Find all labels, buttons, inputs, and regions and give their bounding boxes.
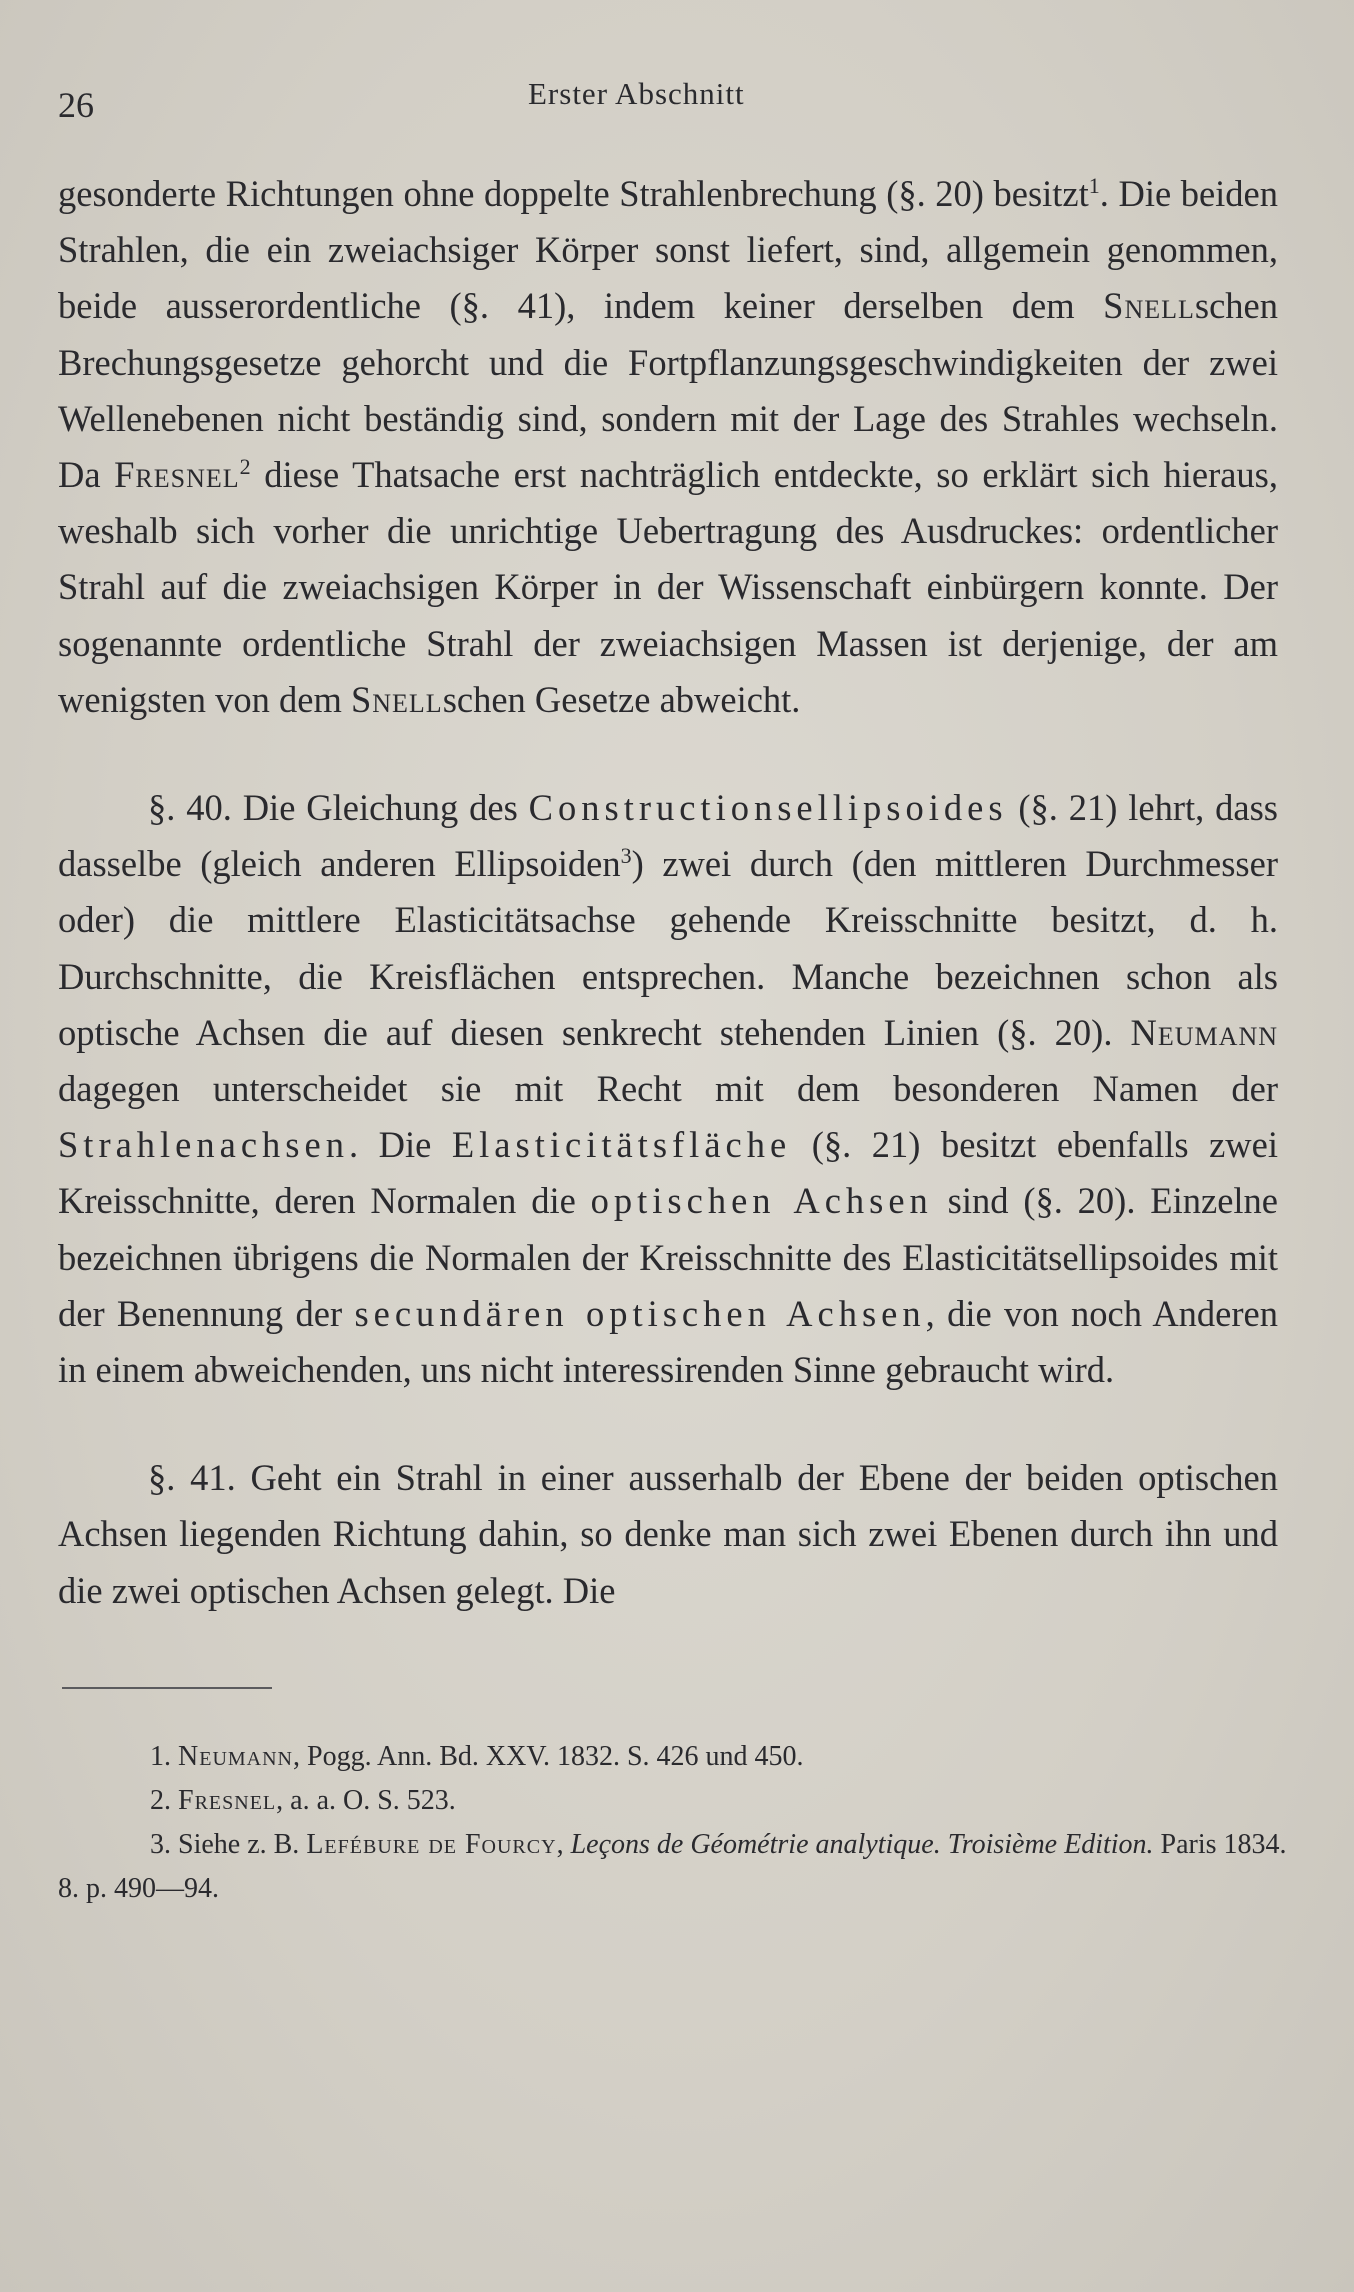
footnote-rule: [62, 1687, 272, 1689]
footnote-number: 2.: [150, 1784, 171, 1816]
main-text: [58, 166, 1278, 1619]
paragraph-gap: [58, 728, 1278, 780]
paragraph-2-section-40: [58, 780, 1278, 1398]
footnote-author: Fresnel: [178, 1784, 277, 1816]
footnote-author: Neumann: [178, 1740, 293, 1772]
text-run: , die von noch Anderen in einem abweichenden, uns nicht interessirenden Sinne gebraucht wird.: [58, 1292, 1278, 1391]
name-snell: Snell: [350, 678, 443, 720]
text-run: ) zwei durch (den mittleren Durchmesser oder) die mittlere Elasticitätsachse gehende Kreisschnitte besitzt, d. h. Durchschnitte, die Kreisflächen entsprechen. Manche bezeichnen schon als optische Achsen die auf diesen senkrecht stehenden Linien (§. 20).: [58, 843, 1278, 1053]
text-run: . Die: [348, 1124, 452, 1166]
spaced-term: secundären optischen Achsen: [354, 1292, 926, 1334]
footnote-number: 3.: [150, 1828, 171, 1860]
paragraph-3-section-41: §. 41. Geht ein Strahl in einer ausserhalb der Ebene der beiden optischen Achsen liegenden Richtung dahin, so denke man sich zwei Ebenen durch ihn und die zwei optischen Achsen gelegt. Die: [58, 1457, 1278, 1611]
spaced-term: optischen Achsen: [590, 1180, 933, 1222]
name-neumann: Neumann: [1130, 1011, 1278, 1053]
footnote-text: Paris 1834. 8. p. 490—94.: [58, 1828, 1287, 1904]
footnote-book-title: Leçons de Géométrie analytique. Troisième Edition.: [570, 1828, 1154, 1860]
footnote-text: Siehe z. B.: [178, 1828, 307, 1860]
spaced-term: Strahlenachsen: [58, 1124, 349, 1166]
name-fresnel: Fresnel: [114, 454, 240, 496]
text-run: dagegen unterscheidet sie mit Recht mit dem besonderen Namen der: [58, 1068, 1278, 1110]
footnote-text: , Pogg. Ann. Bd. XXV. 1832. S. 426 und 450.: [293, 1740, 804, 1772]
paragraph-gap: [58, 1398, 1278, 1450]
page-header: [58, 68, 1286, 138]
footnote-ref-3: 3: [620, 843, 632, 869]
name-snell: Snell: [1103, 285, 1195, 327]
footnote-1: [58, 1735, 1298, 1779]
text-run: (§. 21) besitzt ebenfalls zwei Kreisschnitte, deren Normalen die: [58, 1124, 1279, 1222]
spaced-term: Elasticitätsfläche: [451, 1124, 792, 1166]
footnote-text: , a. a. O. S. 523.: [276, 1784, 456, 1816]
footnote-author: Lefébure de Fourcy: [306, 1828, 557, 1860]
footnote-3: [58, 1823, 1298, 1911]
paragraph-1: [58, 166, 1278, 728]
text-run: gesonderte Richtungen ohne doppelte Strahlenbrechung (§. 20) besitzt: [58, 173, 1089, 214]
running-head: Erster Abschnitt: [528, 76, 745, 111]
footnote-text: ,: [556, 1828, 571, 1860]
text-run: schen Brechungsgesetze gehorcht und die Fortpflanzungsgeschwindigkeiten der zwei Wellenebenen nicht beständig sind, sondern mit der Lage des Strahles wechseln. Da: [58, 285, 1278, 496]
footnote-ref-1: 1: [1088, 172, 1100, 198]
footnotes: [58, 1735, 1298, 1911]
text-run: (§. 21) lehrt, dass dasselbe (gleich anderen Ellipsoiden: [58, 787, 1278, 885]
text-run: schen Gesetze abweicht.: [442, 678, 801, 720]
footnote-number: 1.: [150, 1740, 171, 1772]
text-run: §. 40. Die Gleichung des: [148, 787, 529, 829]
page-number: 26: [58, 85, 94, 125]
spaced-term: Constructionsellipsoides: [528, 787, 1008, 829]
text-run: sind (§. 20). Einzelne bezeichnen übrigens die Normalen der Kreisschnitte des Elasticitätsellipsoides mit der Benennung der: [58, 1180, 1278, 1334]
text-run: . Die beiden Strahlen, die ein zweiachsiger Körper sonst liefert, sind, allgemein genommen, beide ausserordentliche (§. 41), indem keiner derselben dem: [58, 173, 1278, 327]
footnote-ref-2: 2: [239, 453, 251, 479]
text-run: diese Thatsache erst nachträglich entdeckte, so erklärt sich hieraus, weshalb sich vorher die unrichtige Uebertragung des Ausdruckes: ordentlicher Strahl auf die zweiachsigen Körper in der Wissenschaft einbürgern konnte. Der sogenannte ordentliche Strahl der zweiachsigen Massen ist derjenige, der am wenigsten von dem: [58, 454, 1278, 720]
footnote-2: [58, 1779, 1298, 1823]
